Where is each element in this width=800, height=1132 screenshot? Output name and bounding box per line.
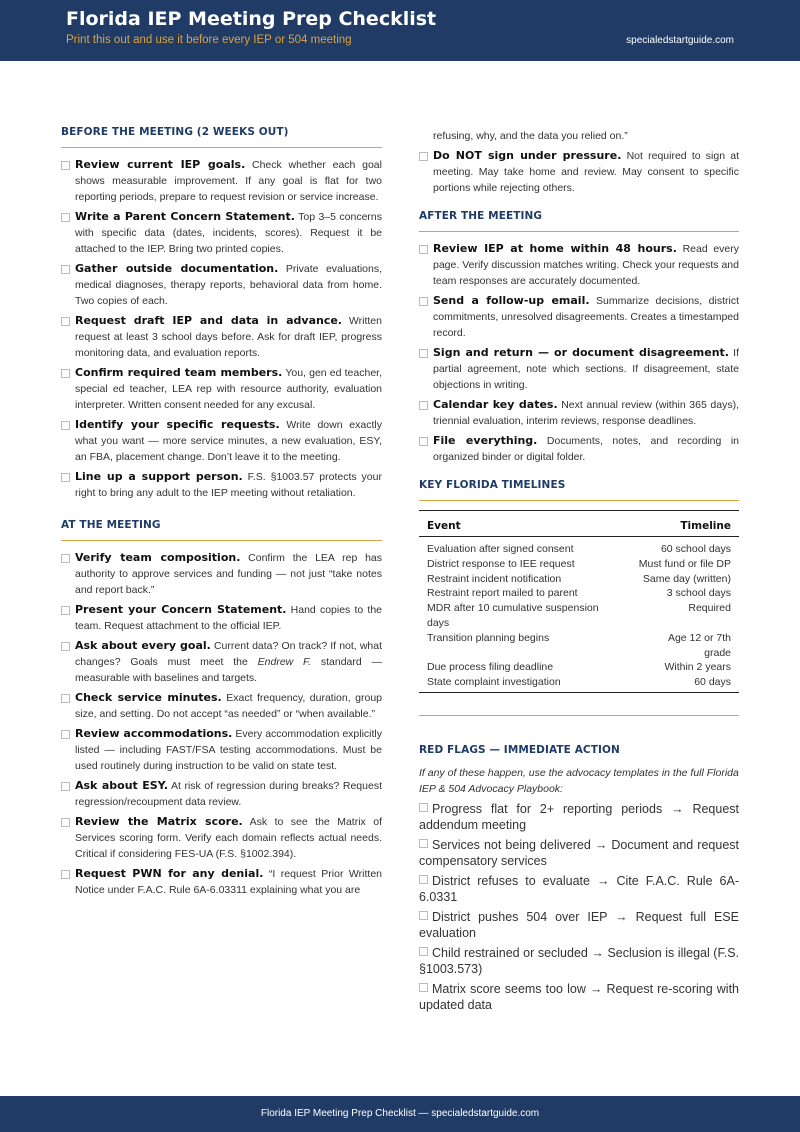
timeline-cell: Age 12 or 7th grade [667, 631, 731, 659]
checklist-item [419, 345, 739, 393]
checkbox-icon[interactable] [61, 213, 70, 222]
checklist-item [419, 148, 739, 196]
checklist-item [61, 209, 382, 257]
item-label: Gather outside documentation. [75, 262, 279, 275]
checklist-item [419, 397, 739, 429]
item-text: At risk of regression during breaks? Request regression/recoupment data review. [75, 780, 382, 808]
table-row [419, 601, 739, 631]
table-row [419, 557, 739, 572]
item-label: Ask about ESY. [75, 779, 169, 792]
column-header: Timeline [631, 511, 739, 537]
item-label: Send a follow-up email. [433, 294, 590, 307]
checkbox-icon[interactable] [61, 554, 70, 563]
checklist-item [61, 690, 382, 722]
checkbox-icon[interactable] [419, 875, 428, 884]
table-row [419, 572, 739, 587]
checklist-item [419, 433, 739, 465]
item-label: Present your Concern Statement. [75, 603, 287, 616]
event-cell: District response to IEE request [427, 557, 575, 570]
table-row [419, 586, 739, 601]
left-column [61, 126, 382, 902]
item-text: Hand copies to the team. Request attachment to the official IEP. [75, 604, 382, 632]
item-text: Summarize decisions, district commitments, unresolved disagreements. Creates a timestamped record. [433, 295, 739, 339]
red-flag-item [419, 945, 739, 977]
page-subtitle: Print this out and use it before every IEP or 504 meeting [66, 34, 352, 46]
checklist-item [61, 469, 382, 501]
checklist-item [61, 550, 382, 598]
checkbox-icon[interactable] [61, 818, 70, 827]
table-row [419, 660, 739, 675]
checkbox-icon[interactable] [419, 349, 428, 358]
event-cell: Transition planning begins [427, 631, 550, 644]
item-text: You, gen ed teacher, special ed teacher, LEA rep with resource authority, evaluation interpreter. Written consent needed for any excusal. [75, 367, 382, 411]
checkbox-icon[interactable] [61, 782, 70, 791]
checkbox-icon[interactable] [419, 152, 428, 161]
event-cell: Restraint incident notification [427, 572, 562, 585]
section-title-before: BEFORE THE MEETING (2 WEEKS OUT) [61, 126, 382, 148]
checkbox-icon[interactable] [61, 421, 70, 430]
item-label: Review IEP at home within 48 hours. [433, 242, 677, 255]
checkbox-icon[interactable] [419, 947, 428, 956]
timeline-cell: Required [688, 602, 731, 615]
checkbox-icon[interactable] [419, 401, 428, 410]
table-row [419, 675, 739, 692]
checklist-item [61, 365, 382, 413]
section-title-after: AFTER THE MEETING [419, 210, 739, 232]
red-flag-item [419, 909, 739, 941]
item-label: Ask about every goal. [75, 639, 211, 652]
item-label: Do NOT sign under pressure. [433, 149, 622, 162]
checkbox-icon[interactable] [61, 606, 70, 615]
item-text: Written request at least 3 school days before. Ask for draft IEP, progress monitoring data, and evaluation reports. [75, 315, 382, 359]
red-flag-text: District refuses to evaluate → Cite F.A.C. Rule 6A-6.0331 [419, 873, 739, 904]
checkbox-icon[interactable] [61, 369, 70, 378]
page-title: Florida IEP Meeting Prep Checklist [66, 8, 437, 30]
checklist-item [61, 417, 382, 465]
checklist-before [61, 157, 382, 501]
timeline-cell: Must fund or file DP [638, 557, 731, 570]
red-flag-text: Child restrained or secluded → Seclusion is illegal (F.S. §1003.573) [419, 945, 739, 976]
page-footer [0, 1096, 800, 1132]
checklist-item [61, 778, 382, 810]
timelines-table [419, 510, 739, 693]
checkbox-icon[interactable] [61, 694, 70, 703]
item-label: Identify your specific requests. [75, 418, 280, 431]
checklist-item [61, 638, 382, 686]
checkbox-icon[interactable] [419, 983, 428, 992]
checkbox-icon[interactable] [61, 161, 70, 170]
item-text: Ask to see the Matrix of Services scoring form. Verify each domain reflects actual needs. Critical if considering FES-UA (F.S. §1002.394). [75, 816, 383, 860]
checkbox-icon[interactable] [61, 642, 70, 651]
checklist-item [419, 293, 739, 341]
checklist-item [61, 261, 382, 309]
checklist-item [61, 726, 382, 774]
checklist-item [61, 866, 382, 898]
red-flag-item [419, 801, 739, 833]
item-label: Review the Matrix score. [75, 815, 243, 828]
checklist-item [61, 313, 382, 361]
item-text: Private evaluations, medical diagnoses, therapy reports, behavioral data from home. Two copies of each. [75, 263, 383, 307]
checkbox-icon[interactable] [419, 297, 428, 306]
item-label: File everything. [433, 434, 538, 447]
checkbox-icon[interactable] [419, 911, 428, 920]
timeline-cell: 60 school days [660, 543, 731, 555]
checklist-item [61, 157, 382, 205]
timeline-cell: Within 2 years [664, 661, 731, 674]
red-flags-intro: If any of these happen, use the advocacy templates in the full Florida IEP & 504 Advocacy Playbook: [419, 766, 739, 795]
red-flag-text: Services not being delivered → Document and request compensatory services [419, 837, 739, 868]
checkbox-icon[interactable] [419, 245, 428, 254]
checkbox-icon[interactable] [419, 839, 428, 848]
item-label: Review accommodations. [75, 727, 233, 740]
item-text: F.S. §1003.57 protects your right to bring any adult to the IEP meeting without retaliation. [75, 471, 382, 499]
item-text: If partial agreement, note which sections. If disagreement, state objections in writing. [433, 347, 739, 391]
checklist-item [61, 602, 382, 634]
red-flags-list [419, 801, 739, 1013]
table-header-row [419, 511, 739, 537]
item-continuation: refusing, why, and the data you relied on.” [433, 130, 628, 142]
item-label: Line up a support person. [75, 470, 243, 483]
section-title-at: AT THE MEETING [61, 519, 382, 541]
item-label: Write a Parent Concern Statement. [75, 210, 295, 223]
item-label: Confirm required team members. [75, 366, 283, 379]
red-flag-item [419, 837, 739, 869]
checkbox-icon[interactable] [419, 803, 428, 812]
item-text: Write down exactly what you want — more service minutes, a new evaluation, ESY, an FBA, placement change. Don’t leave it to the meeting. [75, 419, 382, 463]
red-flag-item [419, 981, 739, 1013]
checkbox-icon[interactable] [419, 437, 428, 446]
red-flag-item [419, 873, 739, 905]
page-header [0, 0, 800, 61]
section-title-timelines: KEY FLORIDA TIMELINES [419, 479, 739, 501]
item-text: Confirm the LEA rep has authority to approve services and funding — not just “take notes and report back.” [75, 552, 382, 596]
item-text: Current data? On track? If not, what changes? Goals must meet the [75, 640, 382, 668]
event-cell: Due process filing deadline [427, 661, 554, 674]
item-text: Every accommodation explicitly listed — including FAST/FSA testing accommodations. Must be used routinely during instruction to be valid on state test. [75, 728, 382, 772]
item-label: Verify team composition. [75, 551, 241, 564]
table-row [419, 631, 739, 661]
item-text: Top 3–5 concerns with specific data (dates, incidents, scores). Request it be attached to the IEP. Bring two printed copies. [75, 211, 382, 255]
timeline-cell: 3 school days [666, 587, 731, 600]
checkbox-icon[interactable] [61, 317, 70, 326]
red-flag-text: Progress flat for 2+ reporting periods → Request addendum meeting [419, 801, 739, 832]
item-label: Calendar key dates. [433, 398, 558, 411]
timeline-cell: Same day (written) [642, 572, 731, 585]
column-header: Event [419, 511, 631, 537]
event-cell: Restraint report mailed to parent [427, 587, 578, 600]
checkbox-icon[interactable] [61, 473, 70, 482]
red-flag-text: District pushes 504 over IEP → Request full ESE evaluation [419, 909, 739, 940]
item-label: Request PWN for any denial. [75, 867, 264, 880]
item-label: Review current IEP goals. [75, 158, 246, 171]
item-text: “I request Prior Written Notice under F.A.C. Rule 6A-6.03311 explaining what you are [75, 868, 382, 896]
checklist-item [419, 241, 739, 289]
item-text: Documents, notes, and recording in organized binder or digital folder. [433, 435, 740, 463]
item-label: Request draft IEP and data in advance. [75, 314, 342, 327]
item-label: Sign and return — or document disagreement. [433, 346, 729, 359]
item-text: Read every page. Verify discussion matches writing. Check your requests and team responses are accurately documented. [433, 243, 739, 287]
checkbox-icon[interactable] [61, 265, 70, 274]
checklist-at [61, 550, 382, 898]
case-name: Endrew F. [257, 656, 312, 668]
item-text: Exact frequency, duration, group size, and setting. Do not accept “as needed” or “when available.” [75, 692, 382, 720]
item-text: standard — measurable with baselines and targets. [75, 656, 383, 684]
checklist-after [419, 241, 739, 465]
item-text: Not required to sign at meeting. May take home and review. May consent to specific portions while rejecting others. [433, 150, 739, 194]
item-text: Next annual review (within 365 days), triennial evaluation, interim reviews, response deadlines. [433, 399, 739, 427]
footer-text: Florida IEP Meeting Prep Checklist — specialedstartguide.com [260, 1108, 540, 1119]
timeline-cell: 60 days [631, 675, 739, 692]
event-cell: Evaluation after signed consent [427, 543, 574, 555]
event-cell: MDR after 10 cumulative suspension days [427, 602, 599, 629]
header-site: specialedstartguide.com [626, 35, 734, 46]
checklist-item [61, 814, 382, 862]
right-column [419, 128, 739, 1017]
checkbox-icon[interactable] [61, 870, 70, 879]
event-cell: State complaint investigation [419, 675, 631, 692]
table-row [419, 537, 739, 557]
checkbox-icon[interactable] [61, 730, 70, 739]
item-label: Check service minutes. [75, 691, 222, 704]
section-title-red-flags: RED FLAGS — IMMEDIATE ACTION [419, 743, 620, 756]
item-text: Check whether each goal shows measurable improvement. If any goal is flat for two reporting periods, prepare to request revision or service increase. [75, 159, 382, 203]
red-flag-text: Matrix score seems too low → Request re-scoring with updated data [419, 981, 739, 1012]
